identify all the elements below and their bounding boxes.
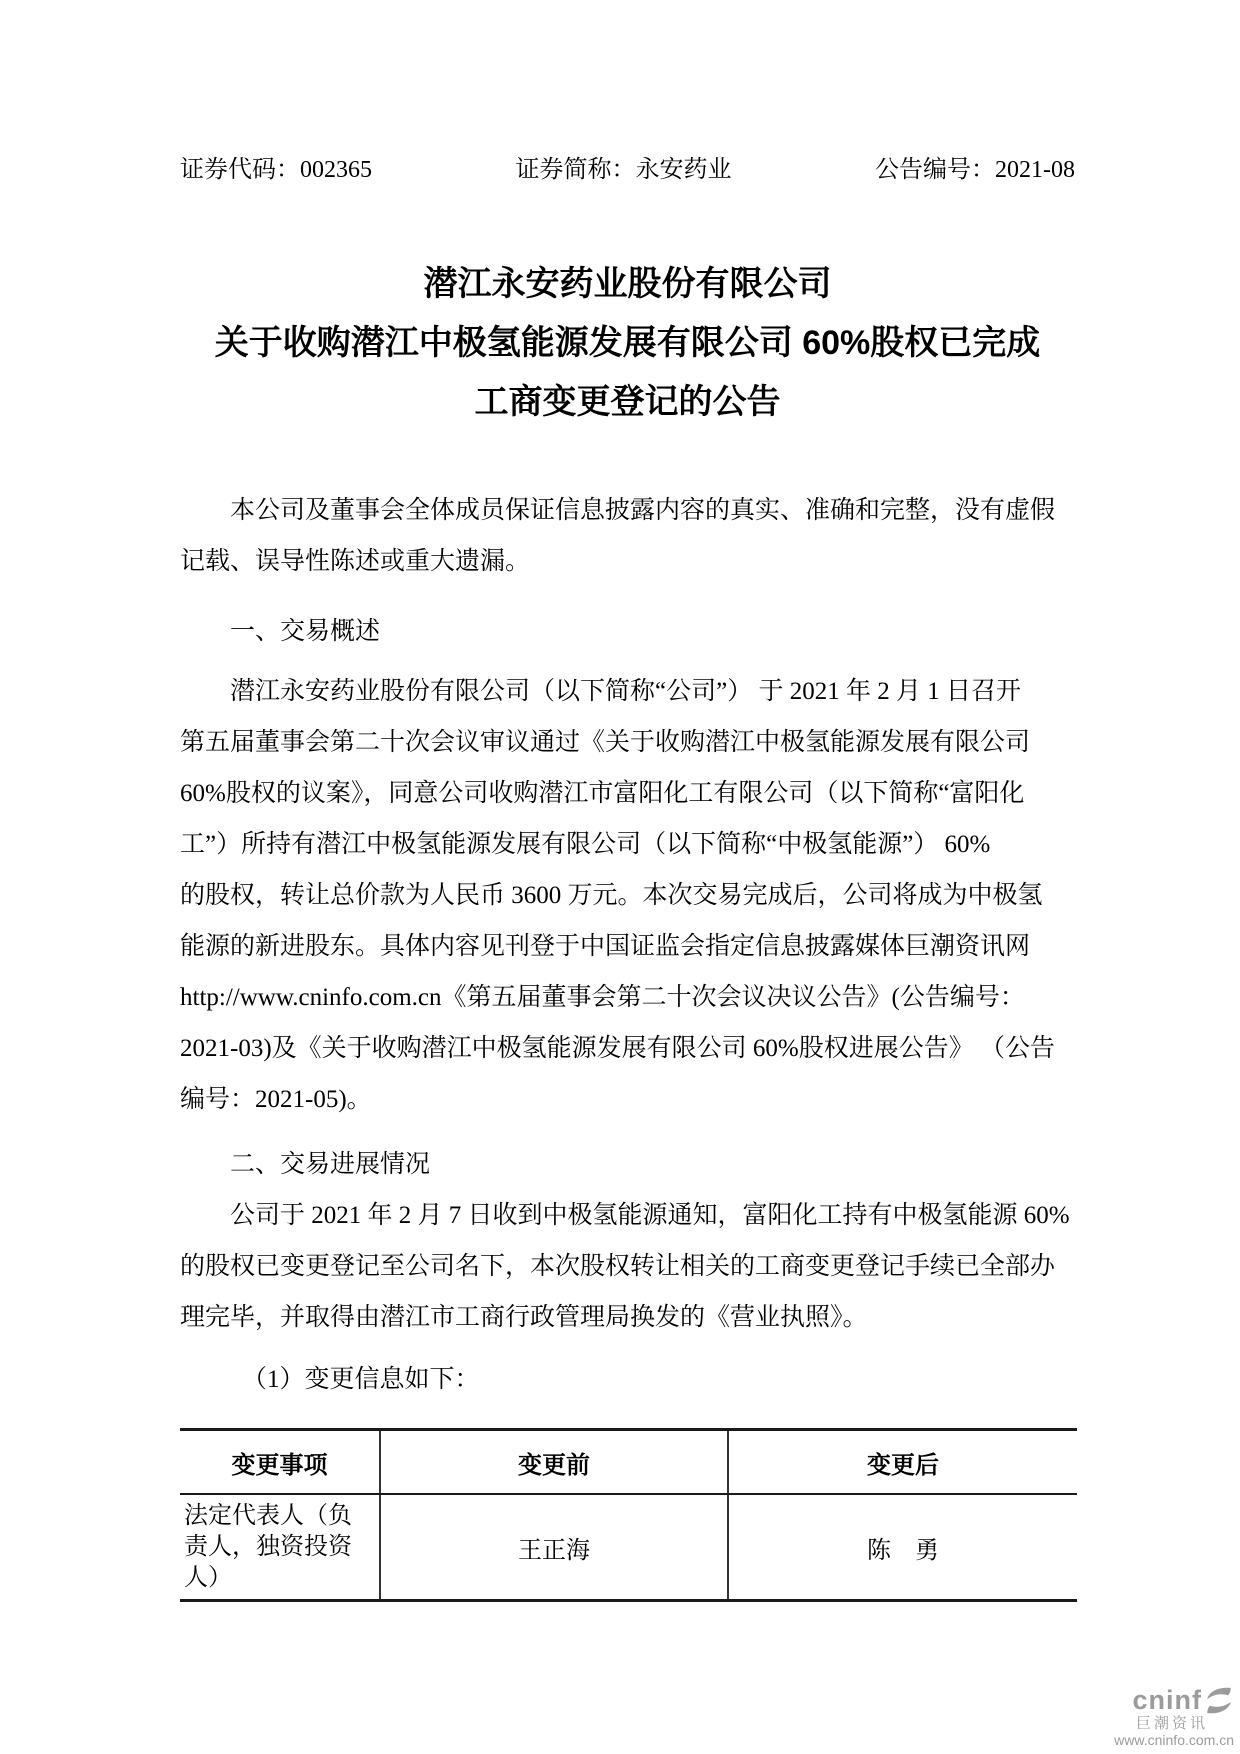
section-transaction-overview bbox=[180, 666, 1075, 1125]
cell-line: 法定代表人（负 bbox=[184, 1502, 352, 1529]
cninfo-swirl-icon bbox=[1204, 1687, 1234, 1714]
section-heading-transaction-overview: 一、交易概述 bbox=[230, 618, 381, 645]
cell-line: 责人，独资投资 bbox=[184, 1533, 352, 1560]
cninfo-url: www.cninfo.com.cn bbox=[1114, 1732, 1234, 1749]
cell-before-value: 王正海 bbox=[380, 1494, 728, 1601]
table-header-change-item: 变更事项 bbox=[180, 1430, 380, 1495]
cninfo-brand-row bbox=[1114, 1686, 1234, 1714]
stock-short-name: 证券简称：永安药业 bbox=[515, 157, 732, 183]
body-line: 能源的新进股东。具体内容见刊登于中国证监会指定信息披露媒体巨潮资讯网 bbox=[180, 933, 1031, 960]
cell-line: 人） bbox=[184, 1564, 232, 1591]
disclosure-statement bbox=[180, 485, 1075, 587]
cell-change-item bbox=[180, 1494, 380, 1601]
statement-line: 本公司及董事会全体成员保证信息披露内容的真实、准确和完整，没有虚假 bbox=[230, 497, 1056, 524]
section-transaction-progress bbox=[180, 1190, 1075, 1343]
body-line: 理完毕，并取得由潜江市工商行政管理局换发的《营业执照》。 bbox=[180, 1304, 868, 1331]
table-header-row bbox=[180, 1430, 1077, 1495]
change-info-label: （1）变更信息如下： bbox=[242, 1366, 480, 1393]
cninfo-chinese-name: 巨潮资讯 bbox=[1135, 1714, 1208, 1732]
cninfo-brand-text: cninf bbox=[1132, 1685, 1202, 1716]
cell-after-value: 陈 勇 bbox=[728, 1494, 1077, 1601]
table-header-after-change: 变更后 bbox=[728, 1430, 1077, 1495]
page-title bbox=[180, 255, 1075, 432]
body-line: 工”）所持有潜江中极氢能源发展有限公司（以下简称“中极氢能源”） 60% bbox=[180, 831, 991, 858]
cninfo-watermark bbox=[1114, 1686, 1234, 1748]
body-line: 60%股权的议案》，同意公司收购潜江市富阳化工有限公司（以下简称“富阳化 bbox=[180, 780, 1025, 807]
body-line: 潜江永安药业股份有限公司（以下简称“公司”） 于 2021 年 2 月 1 日召开 bbox=[230, 678, 1021, 705]
title-line-company: 潜江永安药业股份有限公司 bbox=[423, 265, 832, 303]
table-row-legal-representative bbox=[180, 1494, 1077, 1601]
body-line-with-url: http://www.cninfo.com.cn《第五届董事会第二十次会议决议公告》(公告编号： bbox=[180, 984, 1025, 1011]
change-info-table bbox=[180, 1428, 1077, 1602]
doc-header-row bbox=[180, 0, 1075, 183]
body-line: 的股权已变更登记至公司名下，本次股权转让相关的工商变更登记手续已全部办 bbox=[180, 1253, 1056, 1280]
stock-code: 证券代码：002365 bbox=[180, 157, 372, 183]
table-header-before-change: 变更前 bbox=[380, 1430, 728, 1495]
title-line-subject: 关于收购潜江中极氢能源发展有限公司 60%股权已完成 bbox=[214, 324, 1041, 362]
body-line: 公司于 2021 年 2 月 7 日收到中极氢能源通知，富阳化工持有中极氢能源 60% bbox=[230, 1202, 1070, 1229]
title-line-type: 工商变更登记的公告 bbox=[474, 383, 781, 421]
section-heading-transaction-progress: 二、交易进展情况 bbox=[230, 1151, 431, 1178]
body-line: 编号：2021-05)。 bbox=[180, 1086, 372, 1113]
body-line: 第五届董事会第二十次会议审议通过《关于收购潜江中极氢能源发展有限公司 bbox=[180, 729, 1031, 756]
body-line: 的股权，转让总价款为人民币 3600 万元。本次交易完成后，公司将成为中极氢 bbox=[180, 882, 1043, 909]
announcement-number: 公告编号：2021-08 bbox=[875, 157, 1075, 183]
statement-line: 记载、误导性陈述或重大遗漏。 bbox=[180, 548, 531, 575]
body-line: 2021-03)及《关于收购潜江中极氢能源发展有限公司 60%股权进展公告》 （公告 bbox=[180, 1035, 1055, 1062]
